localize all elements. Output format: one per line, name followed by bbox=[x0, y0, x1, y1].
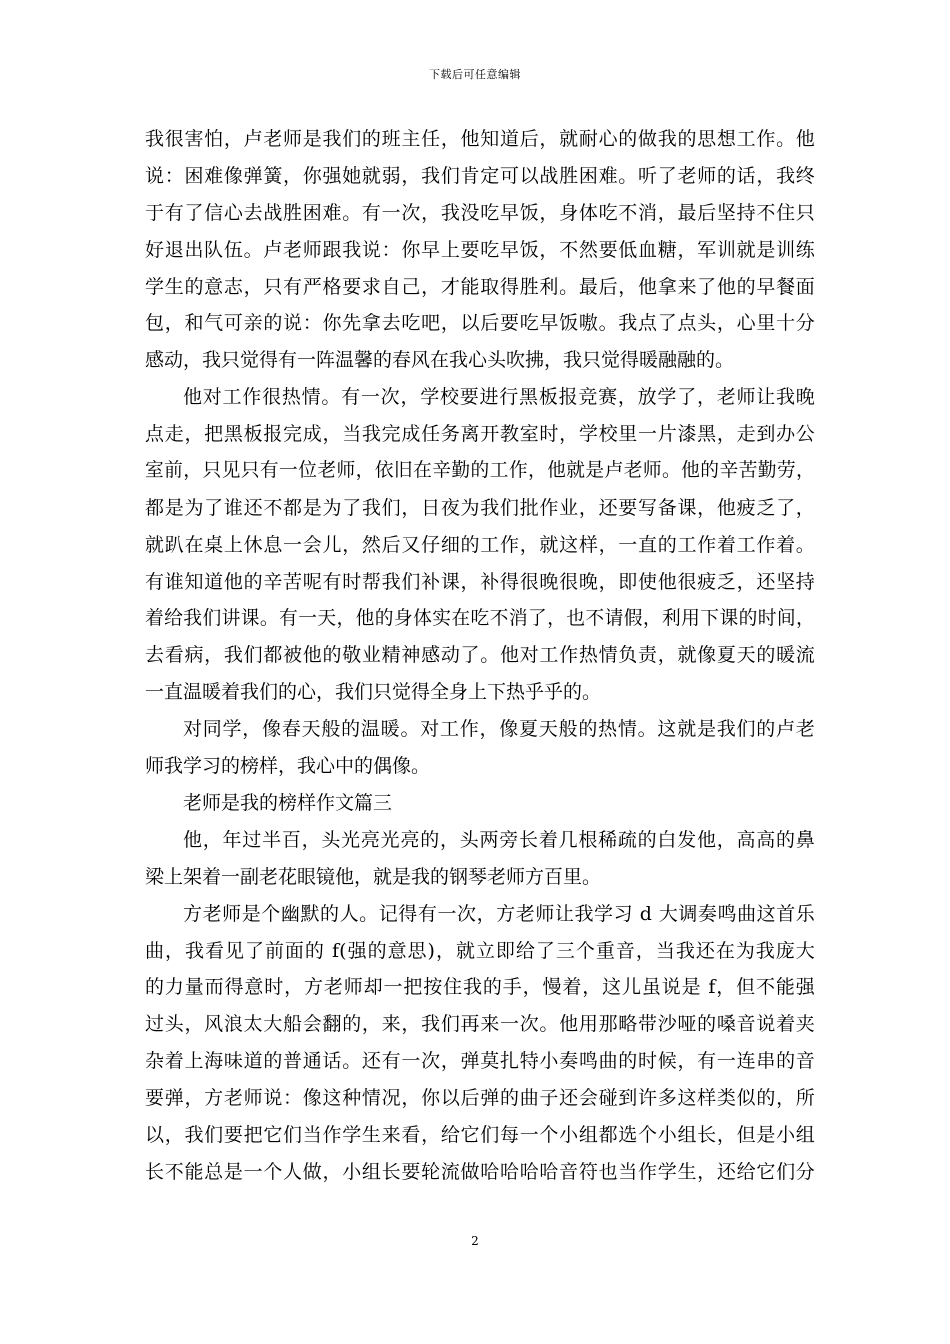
text-line: 室前，只见只有一位老师，依旧在辛勤的工作，他就是卢老师。他的辛苦勤劳， bbox=[145, 460, 815, 482]
text-line: 的力量而得意时，方老师却一把按住我的手，慢着，这儿虽说是 f，但不能强 bbox=[145, 976, 815, 999]
paragraph-first-line: 他，年过半百，头光亮光亮的，头两旁长着几根稀疏的白发他，高高的鼻 bbox=[183, 828, 815, 851]
text-line: 都是为了谁还不都是为了我们，日夜为我们批作业，还要写备课，他疲乏了， bbox=[145, 496, 815, 519]
text-line: 梁上架着一副老花眼镜他，就是我的钢琴老师方百里。 bbox=[145, 865, 602, 888]
text-line: 师我学习的榜样，我心中的偶像。 bbox=[145, 755, 431, 778]
text-line: 过头，风浪太大船会翻的，来，我们再来一次。他用那略带沙哑的嗓音说着夹 bbox=[145, 1013, 815, 1036]
text-line: 着给我们讲课。有一天，他的身体实在吃不消了，也不请假，利用下课的时间， bbox=[145, 607, 815, 629]
text-line: 曲，我看见了前面的 f(强的意思)，就立即给了三个重音，当我还在为我庞大 bbox=[145, 939, 815, 962]
paragraph-first-line: 方老师是个幽默的人。记得有一次，方老师让我学习 d 大调奏鸣曲这首乐 bbox=[183, 902, 815, 925]
text-line: 感动，我只觉得有一阵温馨的春风在我心头吹拂，我只觉得暖融融的。 bbox=[145, 349, 735, 372]
text-line: 有谁知道他的辛苦呢有时帮我们补课，补得很晚很晚，即使他很疲乏，还坚持 bbox=[145, 570, 815, 593]
text-line: 以，我们要把它们当作学生来看，给它们每一个小组都选个小组长，但是小组 bbox=[145, 1124, 815, 1147]
document-body bbox=[145, 121, 815, 1191]
text-line: 就趴在桌上休息一会儿，然后又仔细的工作，就这样，一直的工作着工作着。 bbox=[145, 533, 815, 556]
text-line: 包，和气可亲的说：你先拿去吃吧，以后要吃早饭嗷。我点了点头，心里十分 bbox=[145, 312, 815, 335]
text-line: 杂着上海味道的普通话。还有一次，弹莫扎特小奏鸣曲的时候，有一连串的音 bbox=[145, 1050, 815, 1073]
text-line: 点走，把黑板报完成，当我完成任务离开教室时，学校里一片漆黑，走到办公 bbox=[145, 423, 815, 446]
paragraph-first-line: 老师是我的榜样作文篇三 bbox=[183, 792, 393, 815]
text-line: 说：困难像弹簧，你强她就弱，我们肯定可以战胜困难。听了老师的话，我终 bbox=[145, 164, 815, 187]
text-line: 一直温暖着我们的心，我们只觉得全身上下热乎乎的。 bbox=[145, 681, 602, 704]
text-line: 于有了信心去战胜困难。有一次，我没吃早饭，身体吃不消，最后坚持不住只 bbox=[145, 201, 815, 224]
paragraph-first-line: 他对工作很热情。有一次，学校要进行黑板报竞赛，放学了，老师让我晚 bbox=[183, 386, 815, 409]
text-line: 要弹，方老师说：像这种情况，你以后弹的曲子还会碰到许多这样类似的，所 bbox=[145, 1087, 815, 1110]
header-note: 下载后可任意编辑 bbox=[429, 68, 521, 81]
page-number: 2 bbox=[471, 1234, 479, 1248]
text-line: 去看病，我们都被他的敬业精神感动了。他对工作热情负责，就像夏天的暖流 bbox=[145, 644, 815, 667]
text-line: 学生的意志，只有严格要求自己，才能取得胜利。最后，他拿来了他的早餐面 bbox=[145, 275, 815, 298]
paragraph-first-line: 对同学，像春天般的温暖。对工作，像夏天般的热情。这就是我们的卢老 bbox=[183, 718, 815, 741]
text-line: 我很害怕，卢老师是我们的班主任，他知道后，就耐心的做我的思想工作。他 bbox=[145, 128, 815, 150]
text-line: 长不能总是一个人做，小组长要轮流做哈哈哈哈音符也当作学生，还给它们分 bbox=[145, 1160, 815, 1183]
text-line: 好退出队伍。卢老师跟我说：你早上要吃早饭，不然要低血糖，军训就是训练 bbox=[145, 238, 815, 261]
